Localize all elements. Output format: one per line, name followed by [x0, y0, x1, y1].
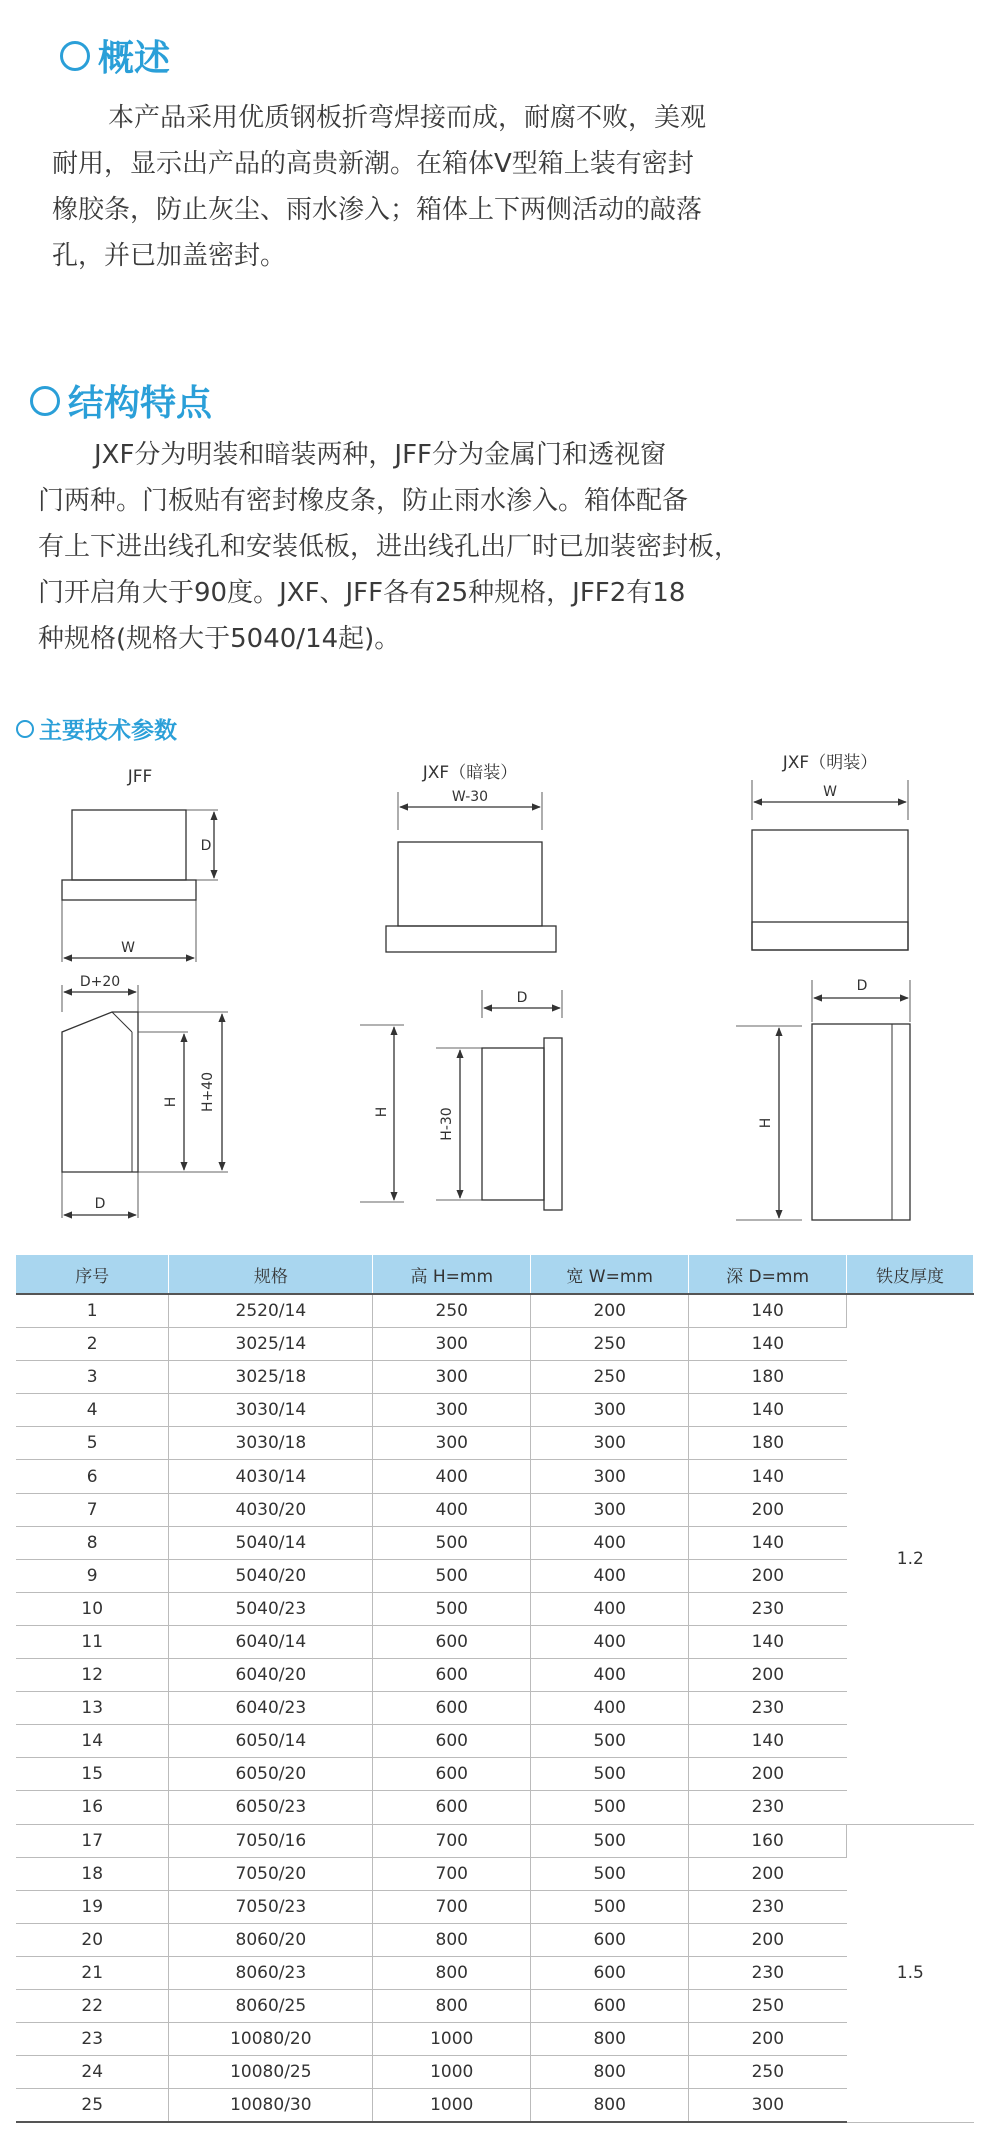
- table-cell: 7050/20: [169, 1857, 373, 1890]
- jff-diagram: [62, 767, 228, 1218]
- table-cell: 10080/25: [169, 2056, 373, 2089]
- table-row: [16, 1625, 974, 1658]
- jxf-hidden-side-body: [482, 1048, 544, 1200]
- table-cell: 300: [531, 1394, 689, 1427]
- circle-bullet-icon: [30, 386, 60, 416]
- jxf-hidden-side-frame: [544, 1038, 562, 1210]
- table-cell: 400: [531, 1526, 689, 1559]
- table-cell: 300: [531, 1460, 689, 1493]
- table-cell: 230: [689, 1692, 847, 1725]
- table-row: [16, 1559, 974, 1592]
- table-cell: 600: [531, 1923, 689, 1956]
- thickness-cell: 1.5: [847, 1824, 974, 2122]
- table-cell: 400: [373, 1460, 531, 1493]
- overview-line: 孔，并已加盖密封。: [52, 241, 287, 271]
- col-header-index: 序号: [16, 1255, 169, 1294]
- table-cell: 3025/18: [169, 1361, 373, 1394]
- overview-heading: [60, 30, 170, 81]
- dimension-diagrams: [0, 740, 1000, 1240]
- table-cell: 500: [531, 1824, 689, 1857]
- table-row: [16, 1526, 974, 1559]
- table-cell: 19: [16, 1890, 169, 1923]
- table-cell: 6: [16, 1460, 169, 1493]
- jxf-hidden-front-body: [398, 842, 542, 926]
- table-cell: 500: [531, 1890, 689, 1923]
- table-cell: 230: [689, 1592, 847, 1625]
- table-cell: 400: [531, 1625, 689, 1658]
- jff-front-base: [62, 880, 196, 900]
- table-cell: 140: [689, 1526, 847, 1559]
- table-cell: 200: [689, 1559, 847, 1592]
- table-cell: 200: [689, 1493, 847, 1526]
- col-header-height: 高 H=mm: [373, 1255, 531, 1294]
- jff-front-body: [72, 810, 186, 880]
- table-cell: 25: [16, 2089, 169, 2123]
- table-cell: 200: [689, 2023, 847, 2056]
- table-cell: 21: [16, 1956, 169, 1989]
- jxf-surface-front-body: [752, 830, 908, 950]
- jff-side-body: [62, 1012, 138, 1172]
- table-cell: 140: [689, 1294, 847, 1328]
- circle-bullet-icon: [60, 41, 90, 71]
- jxf-surface-diagram: [736, 753, 910, 1220]
- params-title: 主要技术参数: [39, 718, 177, 744]
- table-cell: 300: [373, 1394, 531, 1427]
- table-row: [16, 1890, 974, 1923]
- table-cell: 5040/23: [169, 1592, 373, 1625]
- table-cell: 250: [689, 1989, 847, 2022]
- table-cell: 230: [689, 1890, 847, 1923]
- overview-line: 橡胶条，防止灰尘、雨水渗入；箱体上下两侧活动的敲落: [52, 195, 703, 225]
- jxf-hidden-title: JXF（暗装）: [422, 763, 518, 783]
- table-cell: 10080/20: [169, 2023, 373, 2056]
- table-row: [16, 1592, 974, 1625]
- table-row: [16, 1758, 974, 1791]
- table-row: [16, 1791, 974, 1824]
- table-cell: 6040/20: [169, 1659, 373, 1692]
- jff-d20-label: D+20: [79, 974, 121, 990]
- table-cell: 600: [373, 1659, 531, 1692]
- jxf-surface-side-body: [812, 1024, 910, 1220]
- table-row: [16, 1361, 974, 1394]
- table-cell: 400: [531, 1592, 689, 1625]
- table-row: [16, 1725, 974, 1758]
- table-cell: 4: [16, 1394, 169, 1427]
- table-cell: 18: [16, 1857, 169, 1890]
- jff-h-label: H: [163, 1096, 179, 1108]
- table-cell: 7050/16: [169, 1824, 373, 1857]
- table-row: [16, 1427, 974, 1460]
- table-cell: 6040/14: [169, 1625, 373, 1658]
- table-cell: 140: [689, 1328, 847, 1361]
- overview-title: 概述: [98, 38, 171, 79]
- features-heading: [30, 375, 212, 426]
- table-cell: 1000: [373, 2056, 531, 2089]
- features-line: JXF分为明装和暗装两种，JFF分为金属门和透视窗: [94, 440, 667, 470]
- table-cell: 8060/25: [169, 1989, 373, 2022]
- table-row: [16, 1493, 974, 1526]
- jxf-surface-d-label: D: [856, 978, 868, 994]
- table-cell: 22: [16, 1989, 169, 2022]
- table-cell: 6040/23: [169, 1692, 373, 1725]
- jxf-hidden-w30-label: W-30: [451, 789, 489, 805]
- table-cell: 3030/14: [169, 1394, 373, 1427]
- table-cell: 800: [531, 2023, 689, 2056]
- table-cell: 140: [689, 1460, 847, 1493]
- table-row: [16, 1956, 974, 1989]
- table-cell: 700: [373, 1824, 531, 1857]
- features-title: 结构特点: [68, 383, 213, 424]
- table-cell: 180: [689, 1361, 847, 1394]
- col-header-width: 宽 W=mm: [531, 1255, 689, 1294]
- spec-table: [16, 1255, 974, 2123]
- table-cell: 24: [16, 2056, 169, 2089]
- table-row: [16, 1294, 974, 1328]
- spec-table-body: [16, 1294, 974, 2122]
- table-cell: 14: [16, 1725, 169, 1758]
- features-paragraph: [38, 432, 838, 662]
- table-cell: 23: [16, 2023, 169, 2056]
- table-row: [16, 1692, 974, 1725]
- table-cell: 11: [16, 1625, 169, 1658]
- table-cell: 250: [531, 1361, 689, 1394]
- table-cell: 2520/14: [169, 1294, 373, 1328]
- table-cell: 400: [373, 1493, 531, 1526]
- jff-w-label: W: [121, 940, 135, 956]
- table-row: [16, 1328, 974, 1361]
- table-cell: 300: [531, 1493, 689, 1526]
- table-cell: 200: [689, 1857, 847, 1890]
- table-cell: 700: [373, 1890, 531, 1923]
- table-cell: 4030/14: [169, 1460, 373, 1493]
- table-cell: 500: [373, 1592, 531, 1625]
- table-cell: 400: [531, 1692, 689, 1725]
- table-cell: 500: [531, 1857, 689, 1890]
- table-cell: 200: [531, 1294, 689, 1328]
- table-cell: 230: [689, 1791, 847, 1824]
- table-cell: 140: [689, 1394, 847, 1427]
- table-cell: 6050/14: [169, 1725, 373, 1758]
- table-row: [16, 1824, 974, 1857]
- thickness-cell: 1.2: [847, 1294, 974, 1824]
- table-cell: 8: [16, 1526, 169, 1559]
- table-cell: 400: [531, 1559, 689, 1592]
- table-row: [16, 1460, 974, 1493]
- table-cell: 250: [373, 1294, 531, 1328]
- jxf-hidden-front-frame: [386, 926, 556, 952]
- table-cell: 600: [373, 1625, 531, 1658]
- table-cell: 3025/14: [169, 1328, 373, 1361]
- table-cell: 10: [16, 1592, 169, 1625]
- table-cell: 5040/14: [169, 1526, 373, 1559]
- table-cell: 15: [16, 1758, 169, 1791]
- table-cell: 3: [16, 1361, 169, 1394]
- table-cell: 160: [689, 1824, 847, 1857]
- overview-line: 耐用，显示出产品的高贵新潮。在箱体V型箱上装有密封: [52, 149, 694, 179]
- table-cell: 17: [16, 1824, 169, 1857]
- col-header-thickness: 铁皮厚度: [847, 1255, 974, 1294]
- features-line: 种规格(规格大于5040/14起)。: [38, 624, 401, 654]
- table-cell: 500: [531, 1791, 689, 1824]
- table-cell: 10080/30: [169, 2089, 373, 2123]
- table-cell: 200: [689, 1923, 847, 1956]
- table-cell: 800: [373, 1989, 531, 2022]
- table-cell: 600: [373, 1758, 531, 1791]
- jxf-surface-front-base: [752, 922, 908, 950]
- col-header-model: 规格: [169, 1255, 373, 1294]
- table-cell: 300: [531, 1427, 689, 1460]
- table-cell: 300: [373, 1361, 531, 1394]
- table-cell: 500: [373, 1559, 531, 1592]
- table-cell: 300: [689, 2089, 847, 2123]
- features-line: 有上下进出线孔和安装低板，进出线孔出厂时已加装密封板，: [38, 532, 741, 562]
- jff-d-label: D: [200, 838, 212, 854]
- table-row: [16, 2089, 974, 2123]
- table-cell: 4030/20: [169, 1493, 373, 1526]
- overview-line: 本产品采用优质钢板折弯焊接而成，耐腐不败，美观: [108, 103, 707, 133]
- table-cell: 20: [16, 1923, 169, 1956]
- jff-side-d-label: D: [94, 1196, 106, 1212]
- table-cell: 7050/23: [169, 1890, 373, 1923]
- jxf-surface-title: JXF（明装）: [782, 753, 878, 773]
- table-cell: 500: [373, 1526, 531, 1559]
- table-cell: 6050/20: [169, 1758, 373, 1791]
- table-cell: 5: [16, 1427, 169, 1460]
- table-cell: 9: [16, 1559, 169, 1592]
- table-cell: 5040/20: [169, 1559, 373, 1592]
- table-cell: 600: [373, 1791, 531, 1824]
- overview-paragraph: [52, 95, 822, 279]
- table-cell: 8060/23: [169, 1956, 373, 1989]
- table-cell: 1000: [373, 2023, 531, 2056]
- table-cell: 250: [689, 2056, 847, 2089]
- table-row: [16, 1989, 974, 2022]
- table-cell: 800: [373, 1956, 531, 1989]
- features-line: 门开启角大于90度。JXF、JFF各有25种规格，JFF2有18: [38, 578, 686, 608]
- table-cell: 1: [16, 1294, 169, 1328]
- table-cell: 600: [373, 1692, 531, 1725]
- table-cell: 6050/23: [169, 1791, 373, 1824]
- table-cell: 500: [531, 1758, 689, 1791]
- table-cell: 12: [16, 1659, 169, 1692]
- jff-title: JFF: [127, 767, 153, 787]
- table-row: [16, 1659, 974, 1692]
- table-cell: 600: [373, 1725, 531, 1758]
- table-cell: 230: [689, 1956, 847, 1989]
- table-row: [16, 1394, 974, 1427]
- table-cell: 200: [689, 1758, 847, 1791]
- jxf-hidden-h30-label: H-30: [439, 1107, 455, 1141]
- table-cell: 16: [16, 1791, 169, 1824]
- table-cell: 800: [531, 2089, 689, 2123]
- table-cell: 180: [689, 1427, 847, 1460]
- features-line: 门两种。门板贴有密封橡皮条，防止雨水渗入。箱体配备: [38, 486, 689, 516]
- table-cell: 800: [531, 2056, 689, 2089]
- table-row: [16, 1923, 974, 1956]
- table-cell: 3030/18: [169, 1427, 373, 1460]
- jxf-surface-h-label: H: [758, 1117, 774, 1129]
- table-cell: 600: [531, 1956, 689, 1989]
- table-header-row: [16, 1255, 974, 1294]
- table-cell: 200: [689, 1659, 847, 1692]
- table-cell: 700: [373, 1857, 531, 1890]
- table-cell: 1000: [373, 2089, 531, 2123]
- table-cell: 250: [531, 1328, 689, 1361]
- table-cell: 500: [531, 1725, 689, 1758]
- table-cell: 140: [689, 1725, 847, 1758]
- table-cell: 300: [373, 1427, 531, 1460]
- table-row: [16, 2056, 974, 2089]
- table-cell: 600: [531, 1989, 689, 2022]
- table-cell: 13: [16, 1692, 169, 1725]
- table-cell: 7: [16, 1493, 169, 1526]
- jxf-hidden-diagram: [360, 763, 562, 1210]
- table-cell: 300: [373, 1328, 531, 1361]
- table-row: [16, 1857, 974, 1890]
- circle-bullet-icon: [16, 720, 34, 738]
- table-cell: 8060/20: [169, 1923, 373, 1956]
- table-row: [16, 2023, 974, 2056]
- col-header-depth: 深 D=mm: [689, 1255, 847, 1294]
- jff-h40-label: H+40: [200, 1071, 216, 1113]
- table-cell: 140: [689, 1625, 847, 1658]
- table-cell: 2: [16, 1328, 169, 1361]
- jxf-hidden-h-label: H: [374, 1106, 390, 1118]
- table-cell: 800: [373, 1923, 531, 1956]
- table-cell: 400: [531, 1659, 689, 1692]
- jxf-hidden-d-label: D: [516, 990, 528, 1006]
- jxf-surface-w-label: W: [823, 784, 837, 800]
